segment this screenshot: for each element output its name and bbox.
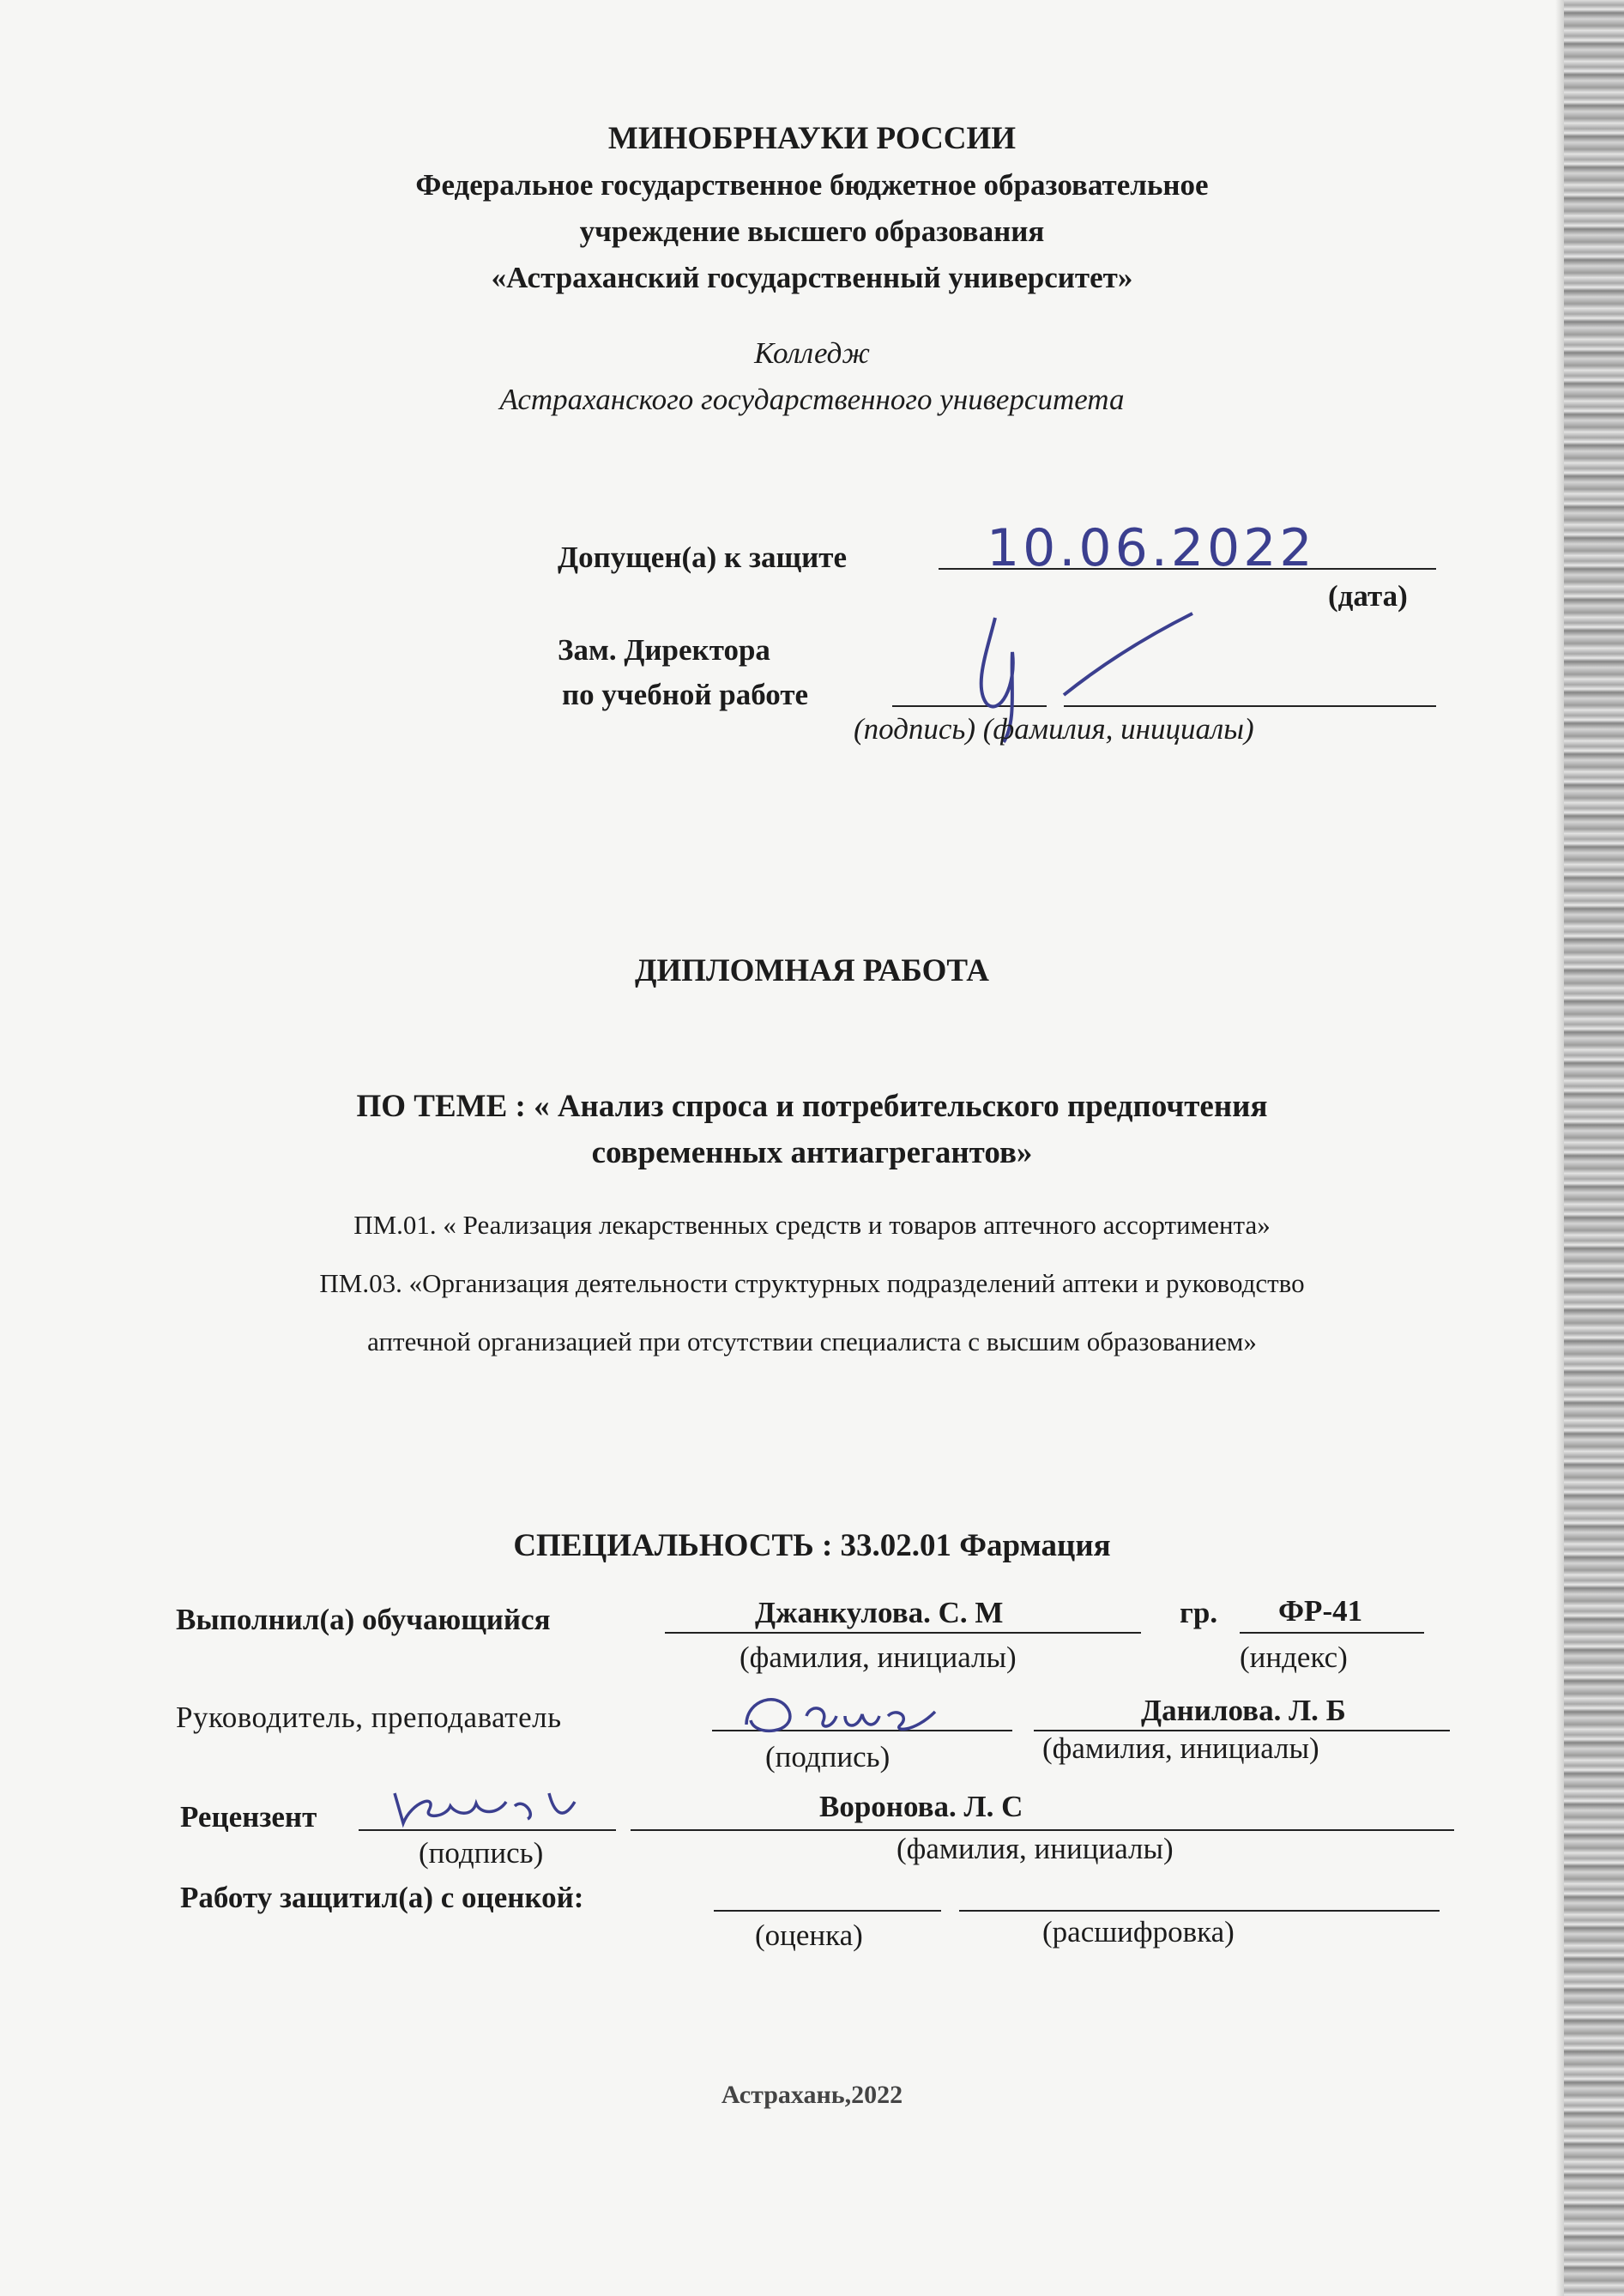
college-line-1: Колледж [754,336,870,370]
group-value: ФР-41 [1278,1594,1363,1628]
reviewer-signature [377,1776,618,1845]
grade-line [714,1910,941,1912]
reviewer-sign-caption: (подпись) [419,1836,544,1870]
decode-caption: (расшифровка) [1042,1915,1235,1949]
topic-line-2: современных антиагрегантов» [591,1135,1033,1170]
grade-caption: (оценка) [755,1918,863,1952]
student-name-caption: (фамилия, инициалы) [740,1640,1017,1674]
college-line-2: Астраханского государственного университета [499,383,1125,416]
supervisor-label: Руководитель, преподаватель [176,1701,562,1734]
institution-line-1: Федеральное государственное бюджетное образовательное [415,168,1209,202]
date-caption: (дата) [1328,579,1408,613]
topic-line-1: ПО ТЕМЕ : « Анализ спроса и потребительского предпочтения [356,1089,1268,1124]
work-type-title: ДИПЛОМНАЯ РАБОТА [635,953,989,988]
specialty: СПЕЦИАЛЬНОСТЬ : 33.02.01 Фармация [513,1528,1111,1563]
module-1: ПМ.01. « Реализация лекарственных средств и товаров аптечного ассортимента» [353,1210,1271,1240]
student-name: Джанкулова. С. М [755,1596,1004,1629]
admitted-label: Допущен(а) к защите [558,541,847,574]
reviewer-name-line [631,1829,1454,1831]
institution-line-3: «Астраханский государственный университет» [491,261,1133,294]
supervisor-name: Данилова. Л. Б [1141,1694,1346,1727]
date-handwritten: 10.06.2022 [987,518,1316,578]
reviewer-name: Воронова. Л. С [819,1790,1023,1823]
module-3-line-2: аптечной организацией при отсутствии специалиста с высшим образованием» [367,1326,1257,1356]
institution-line-2: учреждение высшего образования [579,214,1045,248]
group-caption: (индекс) [1240,1640,1348,1674]
ministry-title: МИНОБРНАУКИ РОССИИ [607,121,1017,156]
deputy-captions: (подпись) (фамилия, инициалы) [854,712,1254,746]
deputy-label-2: по учебной работе [562,678,809,711]
module-3-line-1: ПМ.03. «Организация деятельности структурных подразделений аптеки и руководство [319,1268,1305,1298]
city-year: Астрахань,2022 [721,2081,903,2109]
reviewer-label: Рецензент [180,1800,317,1834]
decode-line [959,1910,1440,1912]
defense-label: Работу защитил(а) с оценкой: [180,1881,584,1914]
supervisor-sign-caption: (подпись) [765,1740,890,1773]
reviewer-name-caption: (фамилия, инициалы) [897,1832,1174,1865]
deputy-label-1: Зам. Директора [558,633,770,667]
group-line [1240,1632,1424,1634]
supervisor-name-caption: (фамилия, инициалы) [1042,1731,1319,1765]
group-label: гр. [1180,1596,1218,1629]
student-name-line [665,1632,1141,1634]
student-label: Выполнил(а) обучающийся [176,1603,551,1636]
